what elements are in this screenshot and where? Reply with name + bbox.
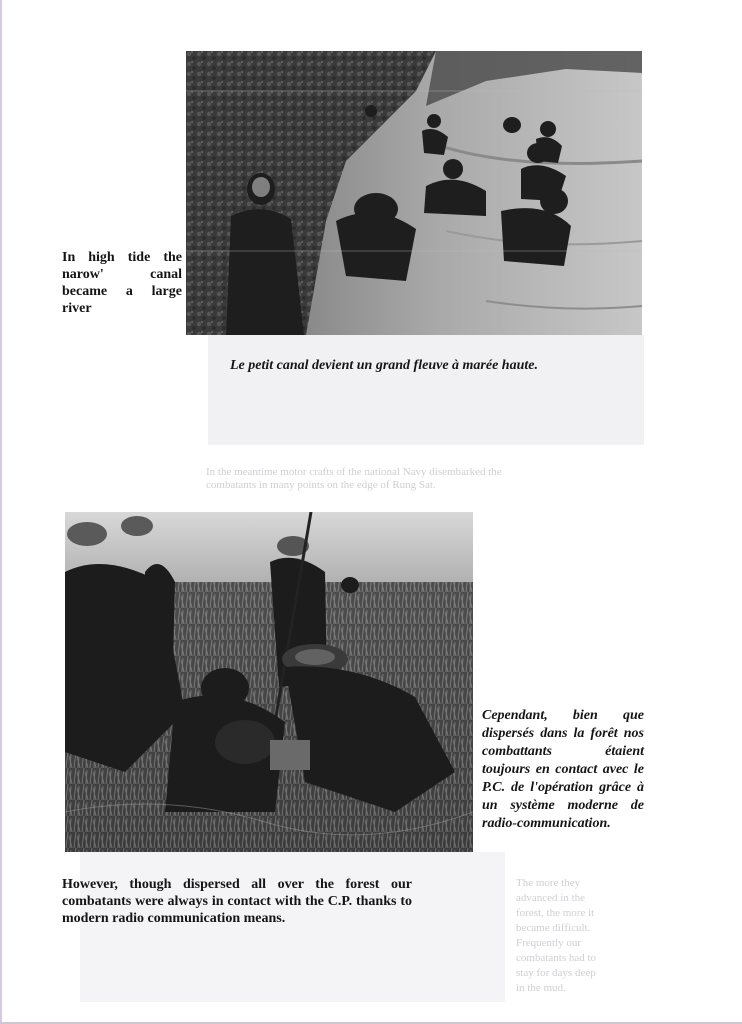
photo-radio-in-grass-graphic [65,512,473,852]
show-through-block-bottom [80,852,505,1002]
caption-top-english: In high tide the narow' canal became a large river [62,250,182,316]
show-through-column-right: The more they advanced in the forest, the more it became difficult. Frequently our combatants had to stay for days deep in the mud. [516,877,597,994]
show-through-paragraph-1: In the meantime motor crafts of the national Navy disembarked the combatants in many points on the edge of Rung Sat. [206,466,502,491]
photo-flooded-canal [186,51,642,335]
show-through-block-top [208,335,644,445]
caption-top-french: Le petit canal devient un grand fleuve à marée haute. [230,358,538,373]
photo-flooded-canal-graphic [186,51,642,335]
caption-bottom-english: However, though dispersed all over the forest our combatants were always in contact with the C.P. thanks to modern radio communication means. [62,877,412,926]
photo-radio-in-grass [65,512,473,852]
caption-bottom-french: Cependant, bien que dispersés dans la forêt nos combattants étaient toujours en contact avec le P.C. de l'opération grâce à un système moderne de radio-communication. [482,708,644,831]
scan-edge-left [0,0,2,1024]
